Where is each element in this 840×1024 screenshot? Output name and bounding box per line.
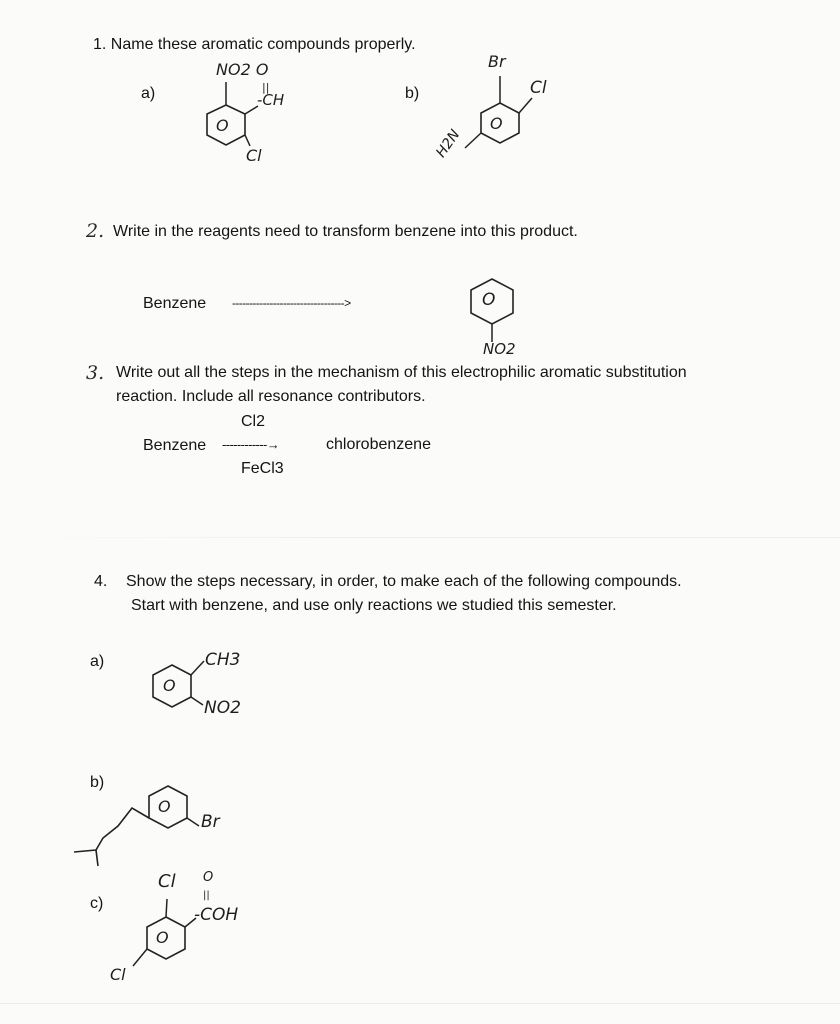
q4a-no2-text: NO2 [204, 698, 241, 718]
q4-c-label: c) [90, 895, 104, 912]
q4c-carbonyl-text: || [203, 890, 210, 901]
q3-number: 3. [86, 362, 105, 384]
q1b-br-text: Br [488, 52, 506, 71]
q1a-carbonyl-text: || [262, 81, 270, 94]
q4-a-label: a) [90, 653, 105, 670]
q4c-acid-text: -COH [194, 905, 239, 925]
q1a-ring-circle: O [216, 116, 229, 135]
q1b-cl-text: Cl [530, 78, 547, 98]
q4c-bond-cl-bottom [133, 949, 147, 966]
q1-b-label: b) [405, 85, 420, 102]
q4c-carbonyl-o-text: O [203, 870, 214, 885]
q4b-br-text: Br [201, 812, 220, 832]
q4-number: 4. [94, 573, 108, 590]
q4-line2: Start with benzene, and use only reactions we studied this semester. [131, 597, 617, 614]
q1a-cl-text: Cl [246, 146, 262, 165]
q3-line2: reaction. Include all resonance contributors. [116, 388, 426, 405]
q4c-ring-circle: O [156, 928, 169, 947]
q4a-ch3-text: CH3 [205, 650, 241, 670]
page-bottom-edge [0, 1003, 840, 1004]
q2-benzene-label: Benzene [143, 295, 207, 312]
q1-a-label: a) [141, 85, 156, 102]
q3-reaction-arrow: ------------→ [222, 437, 280, 452]
q3-line1: Write out all the steps in the mechanism of this electrophilic aromatic substitution [116, 364, 687, 381]
q4a-ring-circle: O [163, 676, 176, 695]
q4-b-label: b) [90, 774, 105, 791]
q1a-aldehyde-text: -CH [257, 91, 285, 109]
q4c-cl-top-text: Cl [158, 871, 176, 892]
q1-title: 1. Name these aromatic compounds properly. [93, 36, 416, 53]
q4-line1: Show the steps necessary, in order, to make each of the following compounds. [126, 573, 682, 590]
q3-reagent-cl2: Cl2 [241, 413, 266, 430]
q1b-ring-circle: O [490, 114, 503, 133]
q2-text: Write in the reagents need to transform benzene into this product. [113, 223, 578, 240]
q2-no2-text: NO2 [483, 340, 516, 358]
q4c-cl-bottom-text: Cl [110, 965, 126, 984]
q3-product-label: chlorobenzene [326, 436, 431, 453]
q3-reagent-fecl3: FeCl3 [241, 460, 284, 477]
q1a-no2-o-text: NO2 O [216, 60, 269, 79]
q3-benzene-label: Benzene [143, 437, 207, 454]
q1b-h2n-text: H2N [433, 126, 464, 161]
q4b-ring-circle: O [158, 797, 171, 816]
q2-ring-circle: O [482, 290, 496, 310]
q2-reaction-arrow: ---------------------------------> [232, 296, 351, 310]
q4c-bond-cl-top [166, 899, 167, 917]
q2-number: 2. [86, 220, 105, 242]
